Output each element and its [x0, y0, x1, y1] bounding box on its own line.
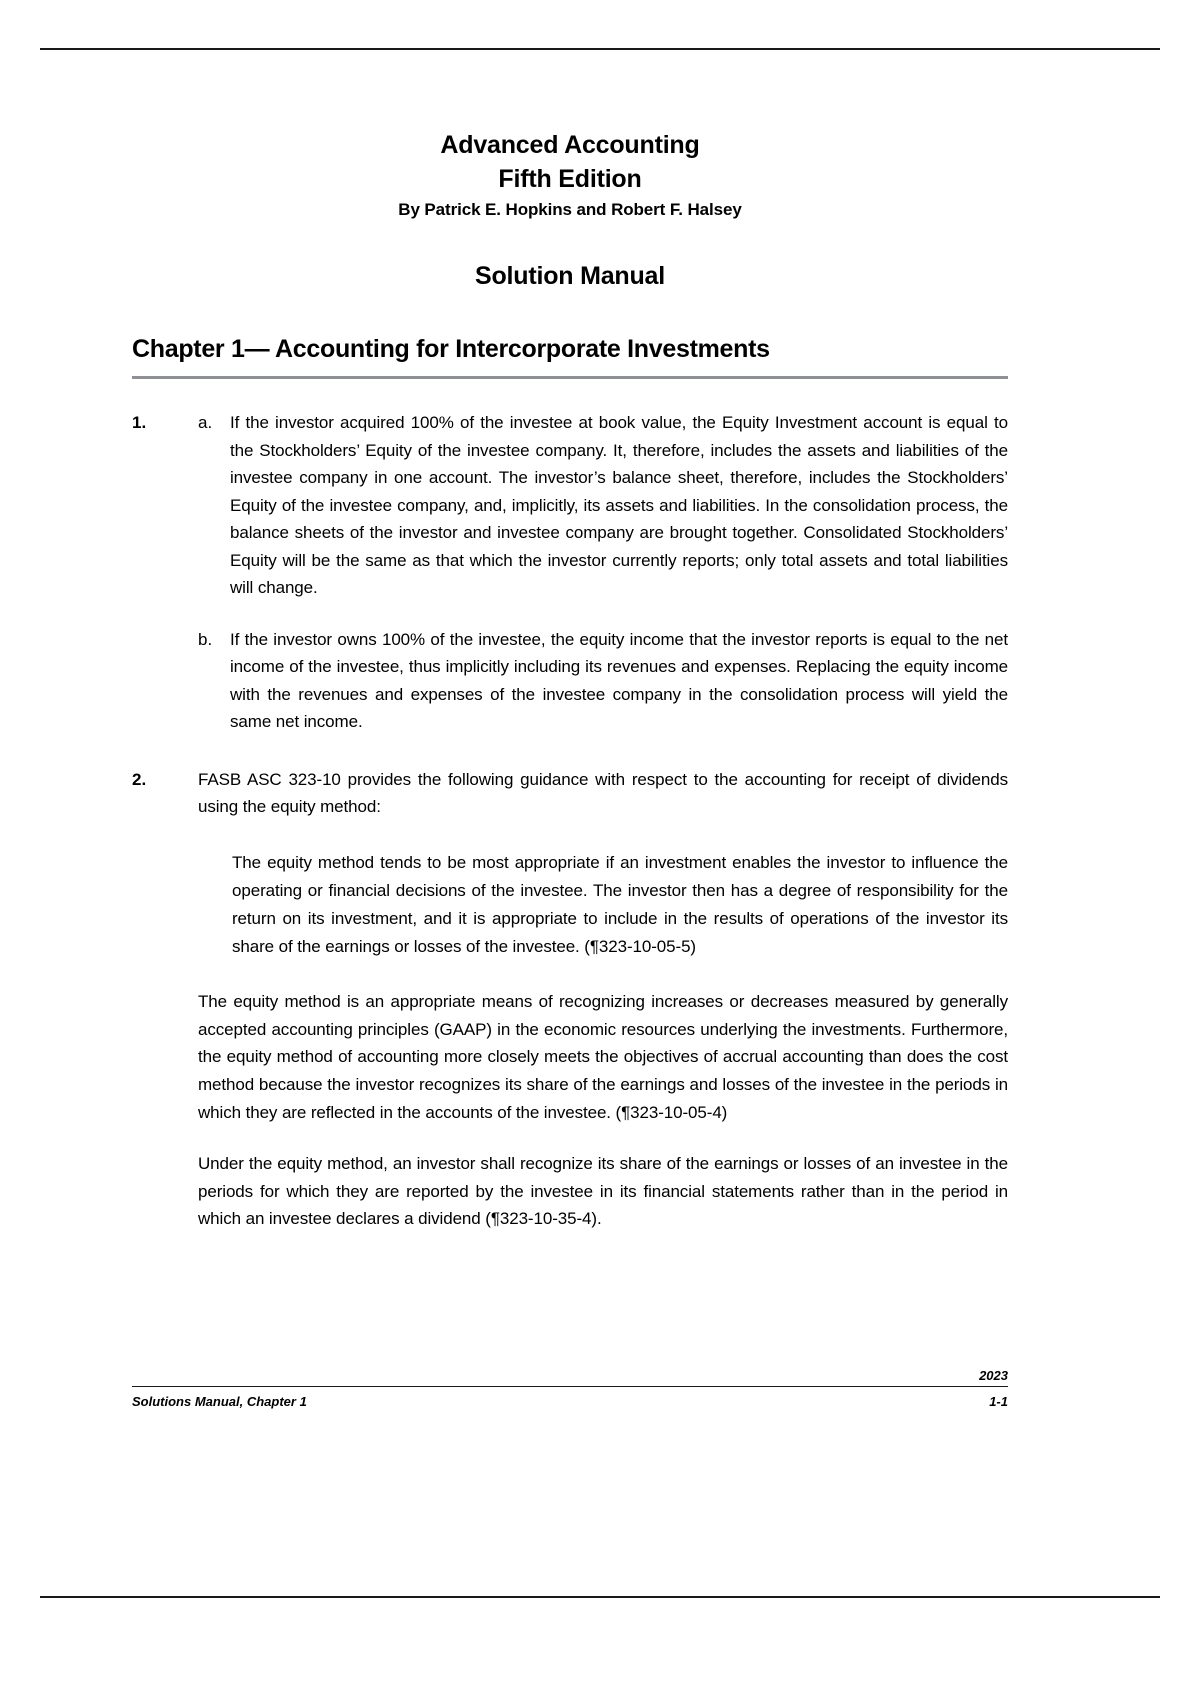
sub-item-letter: a.	[198, 413, 213, 432]
numbered-item-1	[132, 409, 1008, 736]
item-number: 1.	[132, 413, 147, 432]
footer-page-number: 1-1	[989, 1394, 1008, 1409]
document-authors: By Patrick E. Hopkins and Robert F. Halsey	[398, 200, 742, 219]
page-footer	[132, 1368, 1008, 1409]
document-subtitle: Solution Manual	[474, 262, 666, 290]
item-paragraph-1: The equity method is an appropriate means of recognizing increases or decreases measured by generally accepted accounting principles (GAAP) in the economic resources underlying the investments. Furthermore, the equity method of accounting more closely meets the objectives of accrual accounting than does the cost method because the investor recognizes its share of the earnings and losses of the investee in the periods in which they are reflected in the accounts of the investee. (¶323-10-05-4)	[198, 992, 1008, 1122]
item-body	[198, 409, 1008, 736]
item-paragraph-2: Under the equity method, an investor shall recognize its share of the earnings or losses of an investee in the periods for which they are reported by the investee in its financial statements rather than in the period in which an investee declares a dividend (¶323-10-35-4).	[198, 1154, 1008, 1229]
footer-rule	[132, 1386, 1008, 1387]
item-lead-in-text: FASB ASC 323-10 provides the following guidance with respect to the accounting for receipt of dividends using the equity method:	[198, 769, 1008, 817]
sub-item-letter: b.	[198, 629, 213, 649]
item-body	[198, 766, 1008, 1233]
footer-year: 2023	[979, 1368, 1008, 1383]
document-edition: Fifth Edition	[498, 165, 642, 193]
numbered-item-2	[132, 766, 1008, 1233]
footer-source-label: Solutions Manual, Chapter 1	[132, 1394, 307, 1409]
title-block	[132, 128, 1008, 291]
sub-item-text: If the investor owns 100% of the investee, the equity income that the investor reports is equal to the net income of the investee, thus implicitly including its revenues and expenses. Replacing the equity income with the revenues and expenses of the investee company in the consolidation process will yield the same net income.	[230, 629, 1008, 732]
chapter-heading: Chapter 1— Accounting for Intercorporate Investments	[132, 335, 770, 363]
sub-item-text: If the investor acquired 100% of the investee at book value, the Equity Investment account is equal to the Stockholders’ Equity of the investee company. It, therefore, includes the assets and liabilities of the investee company in one account. The investor’s balance sheet, therefore, includes the Stockholders’ Equity of the investee company, and, implicitly, its assets and liabilities. In the consolidation process, the balance sheets of the investor and investee company are brought together. Consolidated Stockholders’ Equity will be the same as that which the investor currently reports; only total assets and total liabilities will change.	[230, 413, 1008, 598]
page-top-rule	[40, 48, 1160, 50]
block-quote-1: The equity method tends to be most appropriate if an investment enables the investor to influence the operating or financial decisions of the investee. The investor then has a degree of responsibility for the return on its investment, and it is appropriate to include in the results of operations of the investor its share of the earnings or losses of the investee. (¶323-10-05-5)	[232, 852, 1008, 956]
item-number: 2.	[132, 769, 147, 789]
document-title: Advanced Accounting	[440, 131, 700, 159]
chapter-heading-rule	[132, 376, 1008, 379]
page-bottom-rule	[40, 1596, 1160, 1598]
footer-row	[132, 1394, 1008, 1409]
page-content	[132, 128, 1008, 1233]
sub-item-a	[198, 409, 1008, 602]
sub-item-b	[198, 626, 1008, 736]
